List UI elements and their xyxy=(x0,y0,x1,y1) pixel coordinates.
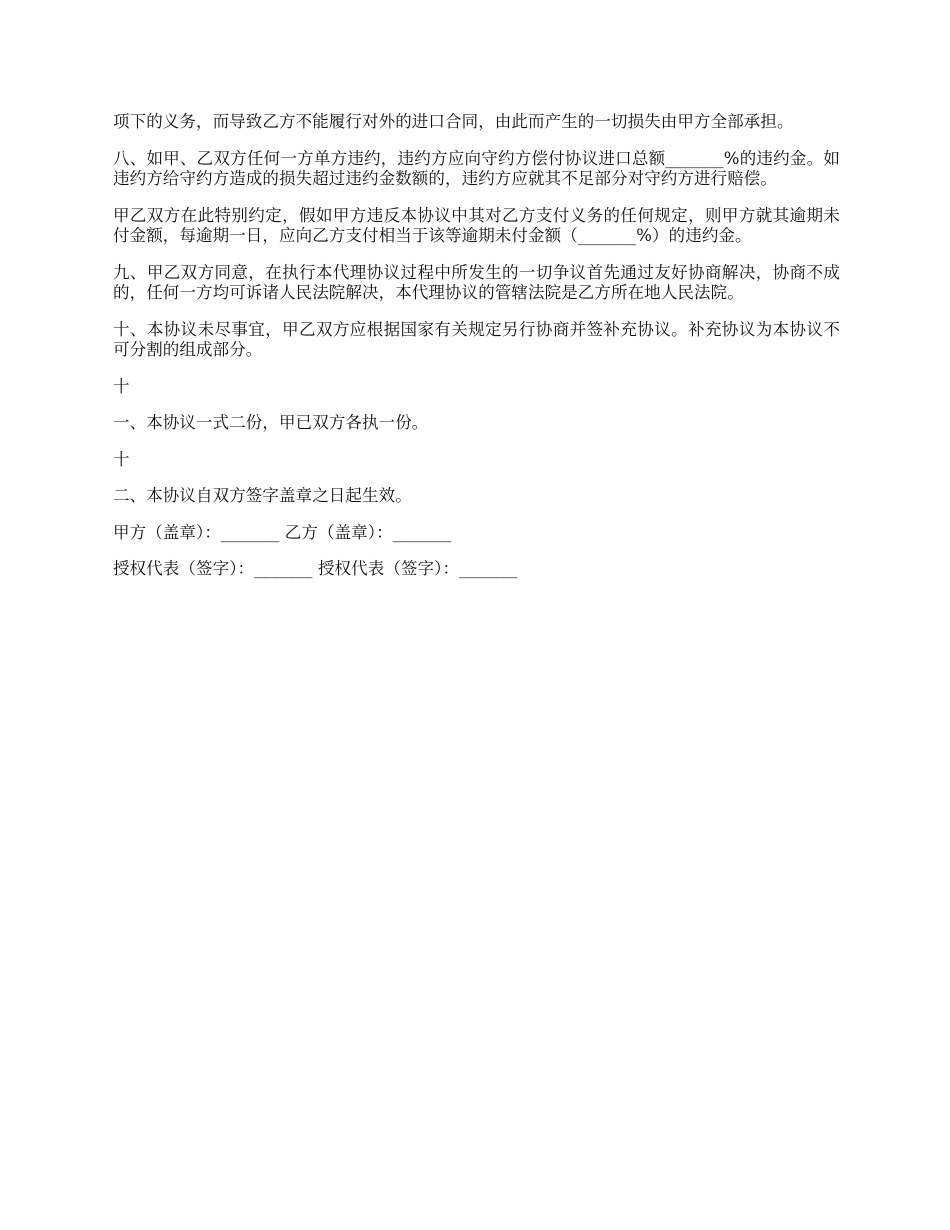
paragraph-article-11-copies: 一、本协议一式二份，甲已双方各执一份。 xyxy=(113,413,429,432)
paragraph-article-12-number: 十 xyxy=(113,449,130,469)
paragraph-article-9-disputes: 九、甲乙双方同意，在执行本代理协议过程中所发生的一切争议首先通过友好协商解决，协商不成的，任何一方均可诉诸人民法院解决，本代理协议的管辖法院是乙方所在地人民法院。 xyxy=(113,262,840,302)
document-page xyxy=(113,112,840,596)
paragraph-article-12-effective: 二、本协议自双方签字盖章之日起生效。 xyxy=(113,486,412,505)
paragraph-special-agreement: 甲乙双方在此特别约定，假如甲方违反本协议中其对乙方支付义务的任何规定，则甲方就其逾期未付金额，每逾期一日，应向乙方支付相当于该等逾期未付金额（_______%）的违约金。 xyxy=(113,205,840,245)
paragraph-obligation-loss: 项下的义务，而导致乙方不能履行对外的进口合同，由此而产生的一切损失由甲方全部承担。 xyxy=(113,112,794,131)
signature-line-seals: 甲方（盖章）：_______ 乙方（盖章）：_______ xyxy=(113,522,452,542)
paragraph-article-8-breach: 八、如甲、乙双方任何一方单方违约，违约方应向守约方偿付协议进口总额_______%的违约金。如违约方给守约方造成的损失超过违约金数额的，违约方应就其不足部分对守约方进行赔偿。 xyxy=(113,148,840,188)
paragraph-article-10-supplement: 十、本协议未尽事宜，甲乙双方应根据国家有关规定另行协商并签补充协议。补充协议为本协议不可分割的组成部分。 xyxy=(113,319,840,359)
paragraph-article-11-number: 十 xyxy=(113,376,130,396)
signature-line-representatives: 授权代表（签字）：_______ 授权代表（签字）：_______ xyxy=(113,559,518,578)
